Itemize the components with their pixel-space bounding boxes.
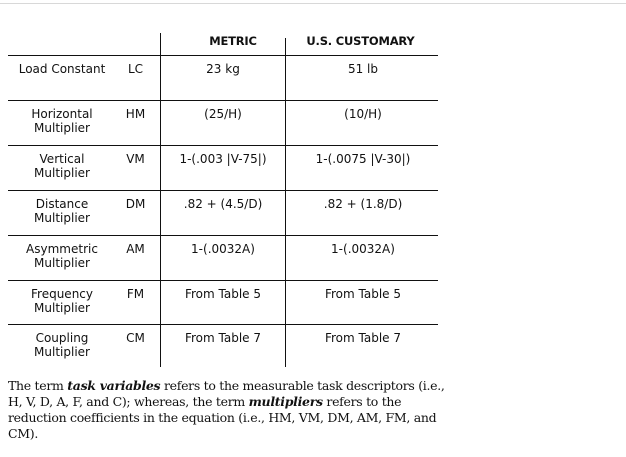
top-divider <box>0 3 626 4</box>
caption-part: refers to the reduction coefficients in the equation (i.e., HM, VM, DM, AM, FM, and CM). <box>8 394 437 441</box>
caption-term-task-variables: task variables <box>67 378 161 393</box>
row-name: Coupling Multiplier <box>34 331 90 359</box>
row-us-value: 1-(.0075 |V-30|) <box>315 152 411 166</box>
row-metric-value: (25/H) <box>204 107 242 121</box>
caption-text <box>8 378 448 442</box>
caption-term-multipliers: multipliers <box>248 394 323 409</box>
row-metric-value: From Table 5 <box>184 287 262 301</box>
caption-part: refers to the measurable task descriptors (i.e., H, V, D, A, F, and C); whereas, the term <box>8 378 445 409</box>
row-abbr: LC <box>127 62 144 76</box>
row-name: Vertical Multiplier <box>34 152 90 180</box>
table-row <box>8 190 438 235</box>
table-row <box>8 55 438 100</box>
table-row <box>8 324 438 369</box>
row-name: Distance Multiplier <box>34 197 90 225</box>
row-abbr: DM <box>125 197 146 211</box>
caption-part: The term <box>8 378 68 393</box>
row-metric-value: 1-(.003 |V-75|) <box>179 152 267 166</box>
row-abbr: VM <box>126 152 145 166</box>
row-metric-value: .82 + (4.5/D) <box>183 197 263 211</box>
row-us-value: From Table 5 <box>324 287 402 301</box>
row-us-value: 1-(.0032A) <box>331 242 395 256</box>
table-row <box>8 235 438 280</box>
row-name: Load Constant <box>18 62 106 76</box>
row-name: Frequency Multiplier <box>31 287 93 315</box>
row-abbr: AM <box>126 242 145 256</box>
row-us-value: From Table 7 <box>324 331 402 345</box>
row-abbr: CM <box>126 331 145 345</box>
row-abbr: HM <box>125 107 146 121</box>
row-metric-value: From Table 7 <box>184 331 262 345</box>
header-us-customary: U.S. CUSTOMARY <box>306 34 415 48</box>
row-us-value: .82 + (1.8/D) <box>323 197 403 211</box>
row-metric-value: 23 kg <box>206 62 240 76</box>
table-row <box>8 280 438 325</box>
row-name: Asymmetric Multiplier <box>26 242 98 270</box>
row-us-value: 51 lb <box>347 62 379 76</box>
row-metric-value: 1-(.0032A) <box>191 242 255 256</box>
header-metric: METRIC <box>209 34 257 48</box>
row-us-value: (10/H) <box>344 107 382 121</box>
table-row <box>8 145 438 190</box>
row-name: Horizontal Multiplier <box>31 107 93 135</box>
row-abbr: FM <box>126 287 145 301</box>
table-row <box>8 100 438 145</box>
